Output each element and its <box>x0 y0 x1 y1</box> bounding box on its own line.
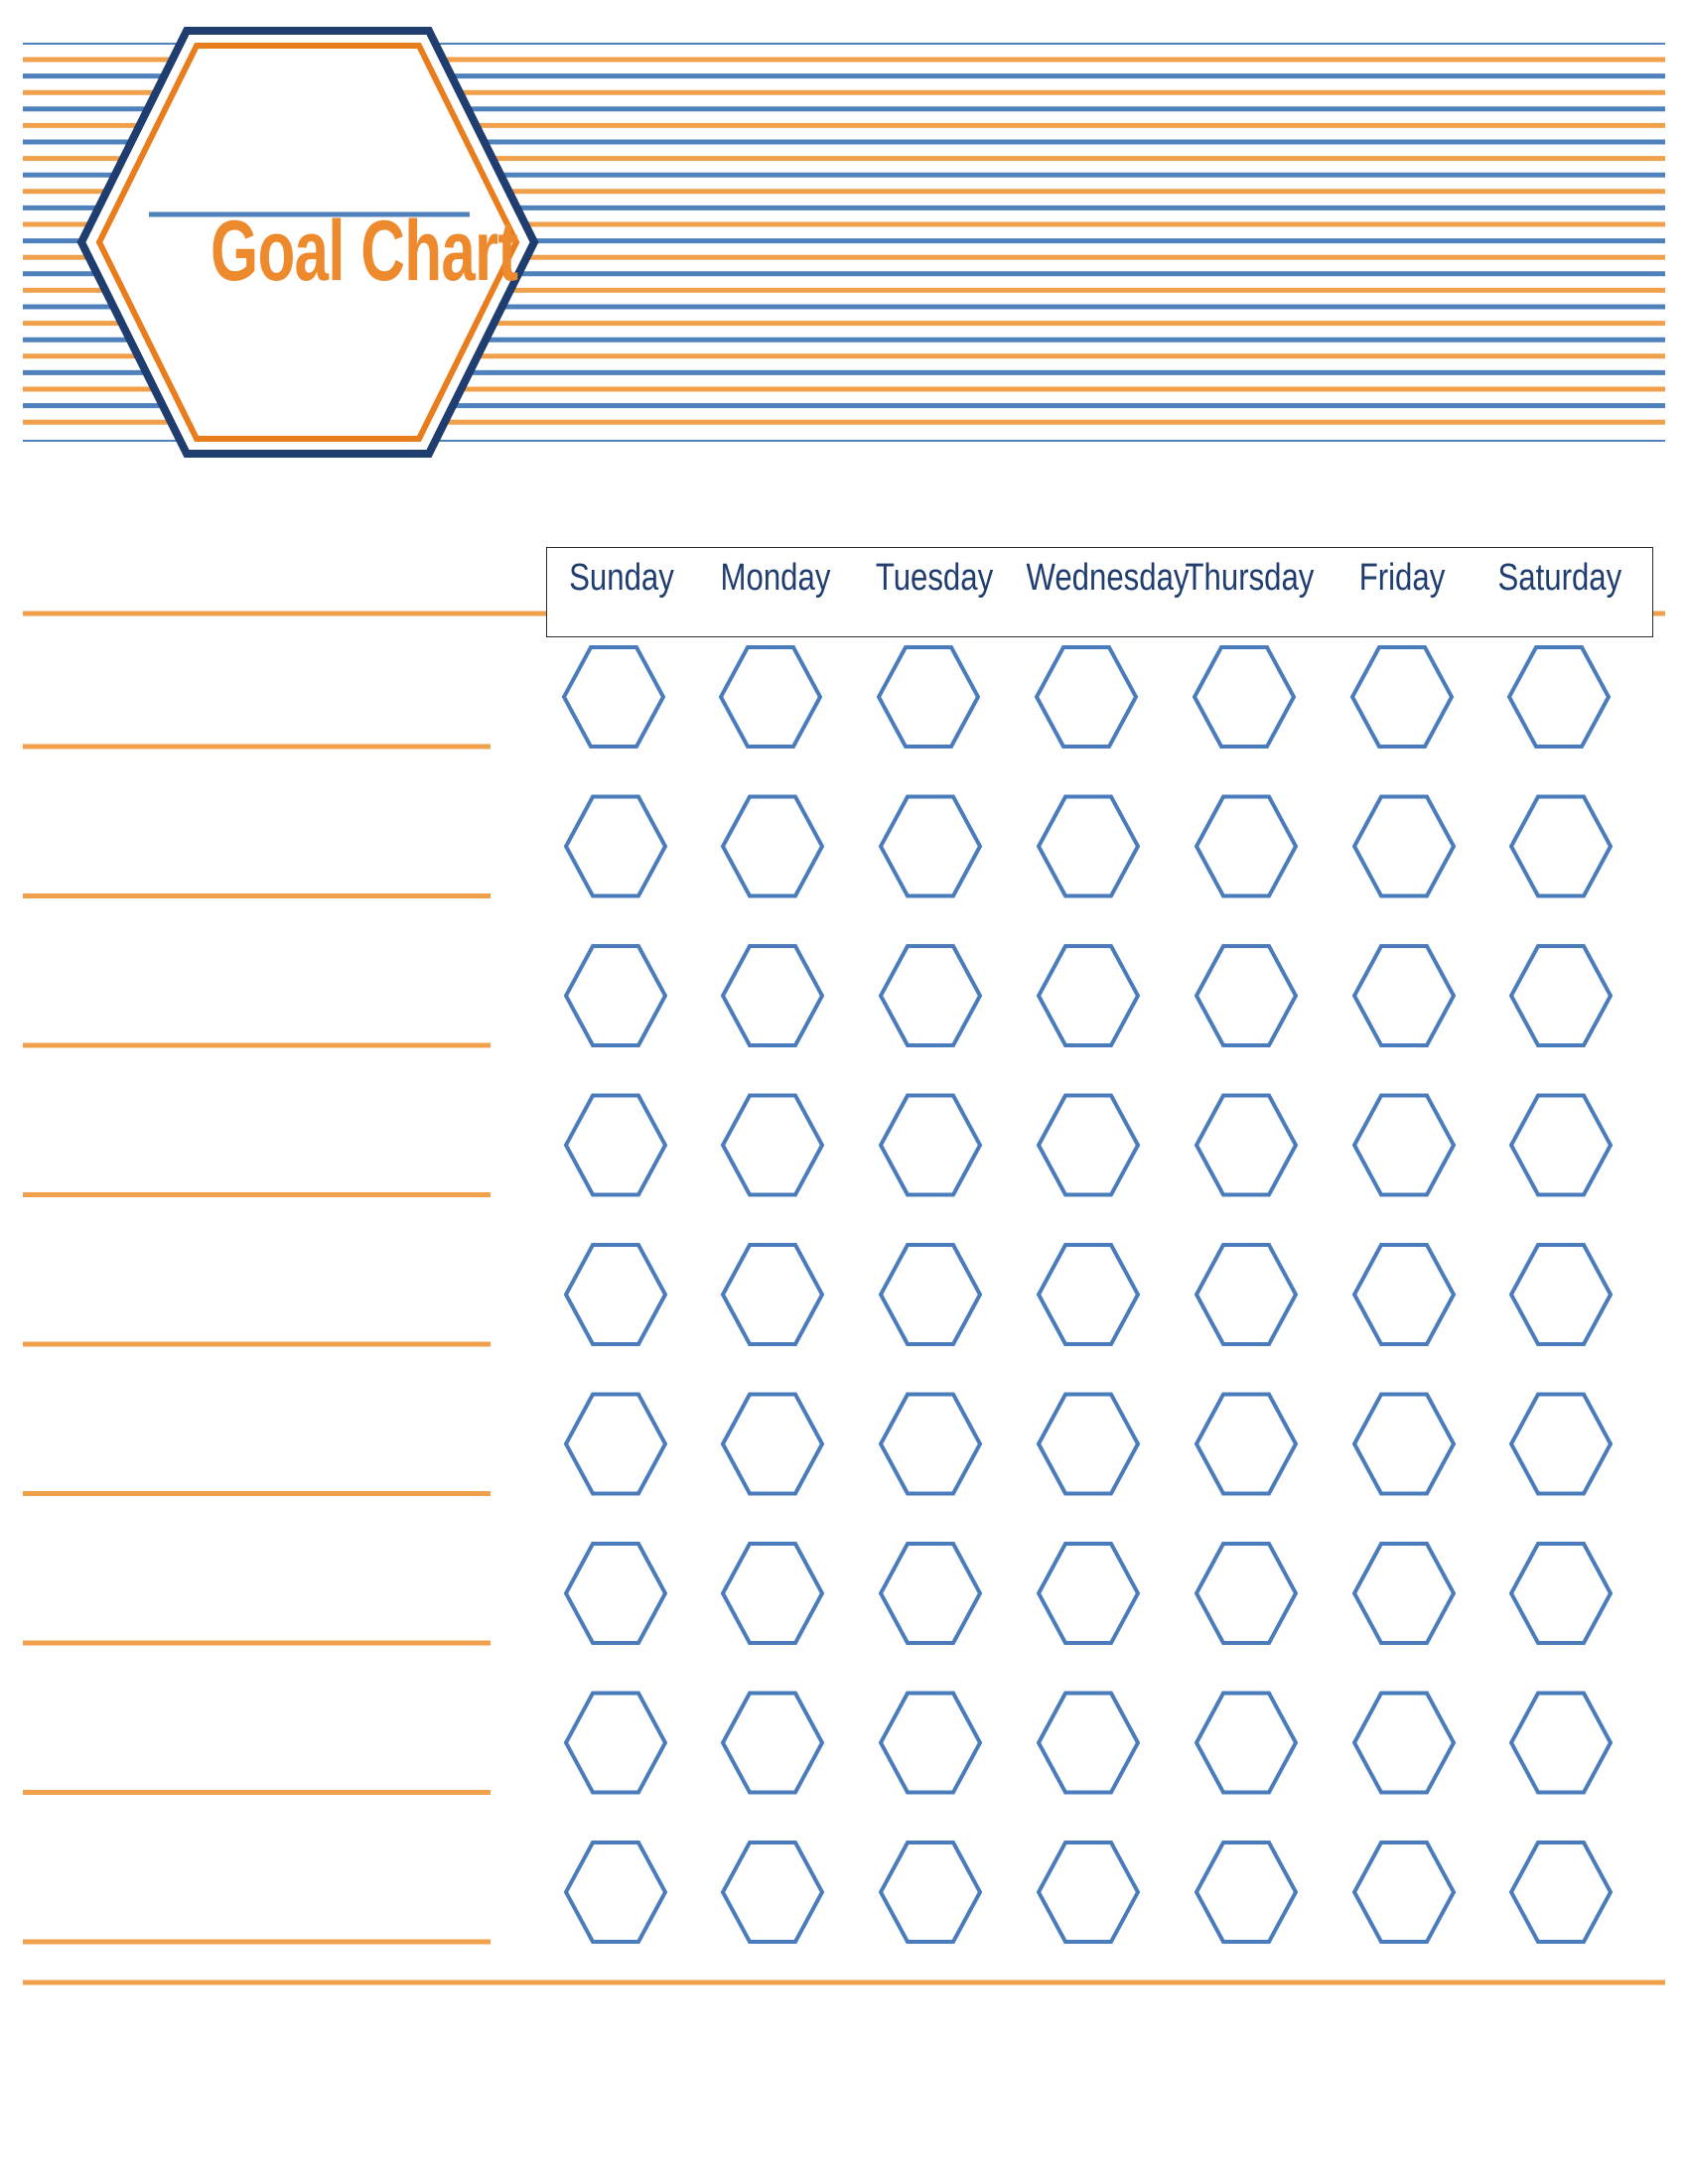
hexagon-outline-icon[interactable] <box>1354 1395 1454 1494</box>
hexagon-outline-icon[interactable] <box>723 1096 822 1195</box>
hexagon-outline-icon[interactable] <box>1511 1096 1611 1195</box>
hexagon-outline-icon[interactable] <box>1511 1544 1611 1643</box>
hexagon-outline-icon[interactable] <box>1196 1395 1296 1494</box>
hexagon-outline-icon[interactable] <box>881 1544 980 1643</box>
hexagon-outline-icon[interactable] <box>1039 797 1138 896</box>
hexagon-outline-icon[interactable] <box>1039 1395 1138 1494</box>
page-title: Goal Chart <box>211 204 518 299</box>
hexagon-outline-icon[interactable] <box>879 647 978 747</box>
day-label-tuesday: Tuesday <box>875 557 994 599</box>
hexagon-outline-icon[interactable] <box>566 1694 665 1793</box>
hexagon-outline-icon[interactable] <box>566 946 665 1045</box>
hexagon-outline-icon[interactable] <box>1196 797 1296 896</box>
hexagon-outline-icon[interactable] <box>566 1843 665 1942</box>
hexagon-outline-icon[interactable] <box>723 1694 822 1793</box>
hexagon-outline-icon[interactable] <box>1354 797 1454 896</box>
hexagon-outline-icon[interactable] <box>723 1395 822 1494</box>
hexagon-outline-icon[interactable] <box>1511 1694 1611 1793</box>
hexagon-outline-icon[interactable] <box>1354 1096 1454 1195</box>
hexagon-outline-icon[interactable] <box>881 1843 980 1942</box>
hexagon-outline-icon[interactable] <box>1196 1096 1296 1195</box>
hexagon-outline-icon[interactable] <box>1039 946 1138 1045</box>
goal-lines <box>23 614 1665 1982</box>
hexagon-outline-icon[interactable] <box>1039 1245 1138 1344</box>
day-label-friday: Friday <box>1358 557 1446 599</box>
hexagon-outline-icon[interactable] <box>1196 946 1296 1045</box>
hexagon-outline-icon[interactable] <box>1511 1843 1611 1942</box>
hexagon-outline-icon[interactable] <box>721 647 820 747</box>
hexagon-outline-icon[interactable] <box>881 797 980 896</box>
hexagon-outline-icon[interactable] <box>1039 1096 1138 1195</box>
hexagon-outline-icon[interactable] <box>1354 946 1454 1045</box>
hexagon-outline-icon[interactable] <box>723 797 822 896</box>
hexagon-outline-icon[interactable] <box>564 647 663 747</box>
hexagon-outline-icon[interactable] <box>1352 647 1452 747</box>
hexagon-outline-icon[interactable] <box>723 1843 822 1942</box>
hexagon-outline-icon[interactable] <box>1354 1843 1454 1942</box>
day-label-saturday: Saturday <box>1497 557 1622 599</box>
day-label-monday: Monday <box>720 557 831 599</box>
hexagon-outline-icon[interactable] <box>566 1245 665 1344</box>
hexagon-outline-icon[interactable] <box>1509 647 1609 747</box>
hexagon-outline-icon[interactable] <box>1511 1395 1611 1494</box>
hexagon-outline-icon[interactable] <box>723 1544 822 1643</box>
hexagon-outline-icon[interactable] <box>1039 1694 1138 1793</box>
hexagon-outline-icon[interactable] <box>1511 797 1611 896</box>
hexagon-outline-icon[interactable] <box>1354 1245 1454 1344</box>
day-label-sunday: Sunday <box>569 557 674 599</box>
hexagon-outline-icon[interactable] <box>566 797 665 896</box>
hexagon-outline-icon[interactable] <box>566 1395 665 1494</box>
hexagon-outline-icon[interactable] <box>1196 1843 1296 1942</box>
hexagon-outline-icon[interactable] <box>723 946 822 1045</box>
hexagon-outline-icon[interactable] <box>1037 647 1136 747</box>
hexagon-outline-icon[interactable] <box>566 1544 665 1643</box>
hexagon-outline-icon[interactable] <box>1511 946 1611 1045</box>
hexagon-outline-icon[interactable] <box>1196 1694 1296 1793</box>
hexagon-outline-icon[interactable] <box>881 1694 980 1793</box>
hexagon-outline-icon[interactable] <box>881 1245 980 1344</box>
hexagon-outline-icon[interactable] <box>1511 1245 1611 1344</box>
hexagon-outline-icon[interactable] <box>1039 1544 1138 1643</box>
day-label-thursday: Thursday <box>1185 557 1315 599</box>
hexagon-outline-icon[interactable] <box>1196 1544 1296 1643</box>
hexagon-outline-icon[interactable] <box>1196 1245 1296 1344</box>
hexagon-outline-icon[interactable] <box>1354 1694 1454 1793</box>
hexagon-outline-icon[interactable] <box>566 1096 665 1195</box>
hexagon-outline-icon[interactable] <box>1354 1544 1454 1643</box>
hexagon-outline-icon[interactable] <box>881 1395 980 1494</box>
day-label-wednesday: Wednesday <box>1026 557 1190 599</box>
hexagon-outline-icon[interactable] <box>881 946 980 1045</box>
hexagon-outline-icon[interactable] <box>1039 1843 1138 1942</box>
hexagon-outline-icon[interactable] <box>1195 647 1294 747</box>
hexagon-outline-icon[interactable] <box>723 1245 822 1344</box>
hexagon-grid <box>564 647 1611 1942</box>
hexagon-outline-icon[interactable] <box>881 1096 980 1195</box>
